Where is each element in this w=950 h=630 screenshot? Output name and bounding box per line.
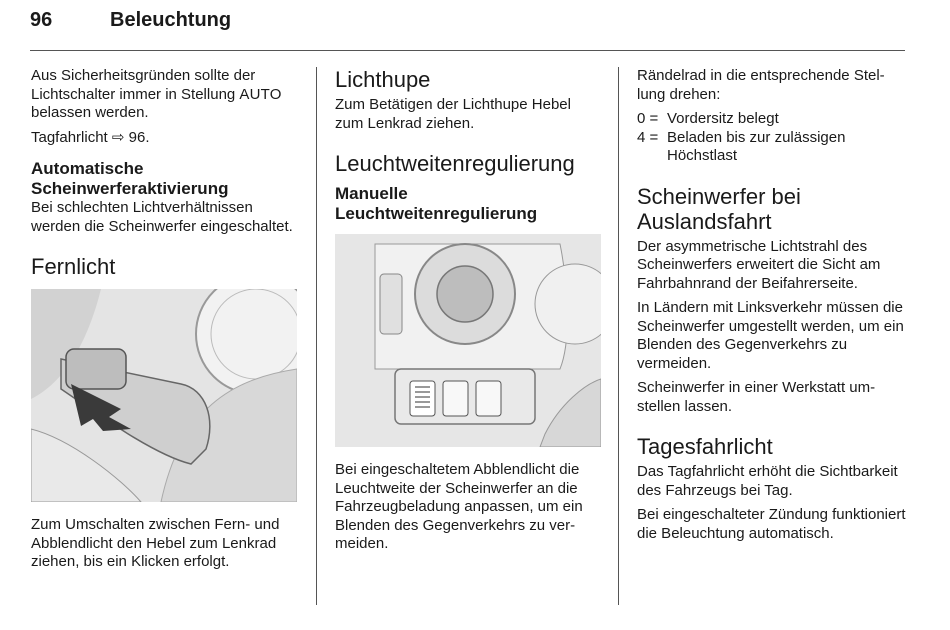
manual-lwr-text: Bei eingeschaltetem Abblendlicht die Leuchtweite der Scheinwerfer an die Fahrzeugbeladung anpassen, um ein Blenden des Gegenverkehrs zu vermeiden. bbox=[335, 461, 583, 552]
fernlicht-heading: Fernlicht bbox=[31, 254, 116, 279]
position-list bbox=[637, 110, 907, 166]
list-item: 0 = Vordersitz belegt bbox=[637, 110, 779, 127]
column-2 bbox=[335, 67, 603, 560]
intro-paragraph: Aus Sicherheitsgründen sollte der Lichtschalter immer in Stellung AUTO belassen werden. bbox=[31, 67, 282, 121]
ausland-text-3: Scheinwerfer in einer Werkstatt umstellen lassen. bbox=[637, 379, 876, 415]
list-item: 4 = Beladen bis zur zulässigen Höchstlast bbox=[637, 128, 846, 164]
dashboard-switch-illustration bbox=[335, 234, 601, 447]
ausland-text-2: In Ländern mit Linksverkehr müssen die Scheinwerfer umgestellt werden, um ein Blenden des Gegenverkehrs zu vermeiden. bbox=[637, 299, 904, 372]
fernlicht-caption: Zum Umschalten zwischen Fern- und Abblendlicht den Hebel zum Lenkrad ziehen, bis ein Klicken erfolgt. bbox=[31, 516, 280, 570]
header-rule bbox=[30, 50, 905, 51]
page-number: 96 bbox=[30, 9, 53, 31]
page-header-title: Beleuchtung bbox=[110, 9, 232, 31]
lichthupe-text: Zum Betätigen der Lichthupe Hebel zum Lenkrad ziehen. bbox=[335, 96, 571, 132]
auto-activation-heading: Automatische Scheinwerferaktivierung bbox=[31, 159, 229, 198]
tagesfahrlicht-heading: Tagesfahrlicht bbox=[637, 434, 773, 459]
wheel-instruction: Rändelrad in die entsprechende Stellung drehen: bbox=[637, 67, 885, 103]
auto-activation-text: Bei schlechten Lichtverhältnissen werden die Scheinwerfer eingeschaltet. bbox=[31, 199, 293, 235]
lichthupe-heading: Lichthupe bbox=[335, 67, 431, 92]
stalk-illustration bbox=[31, 289, 297, 502]
reference-arrow-icon: ⇨ bbox=[111, 128, 125, 146]
leuchtweiten-heading: Leuchtweitenregulierung bbox=[335, 151, 575, 176]
column-divider-left bbox=[316, 67, 317, 605]
cross-reference[interactable]: Tagfahrlicht ⇨ 96. bbox=[31, 128, 150, 146]
column-3 bbox=[637, 67, 907, 549]
auto-position-label: AUTO bbox=[239, 85, 282, 103]
column-divider-right bbox=[618, 67, 619, 605]
manual-lwr-heading: Manuelle Leuchtweitenregulierung bbox=[335, 184, 538, 223]
column-1 bbox=[31, 67, 301, 578]
tagesfahrlicht-text-2: Bei eingeschalteter Zündung funktioniert die Beleuchtung automatisch. bbox=[637, 506, 906, 542]
tagesfahrlicht-text-1: Das Tagfahrlicht erhöht die Sichtbarkeit des Fahrzeugs bei Tag. bbox=[637, 463, 898, 499]
ausland-heading: Scheinwerfer bei Auslandsfahrt bbox=[637, 183, 801, 234]
ausland-text-1: Der asymmetrische Lichtstrahl des Scheinwerfers erweitert die Sicht am Fahrbahnrand der Beifahrerseite. bbox=[637, 237, 881, 292]
